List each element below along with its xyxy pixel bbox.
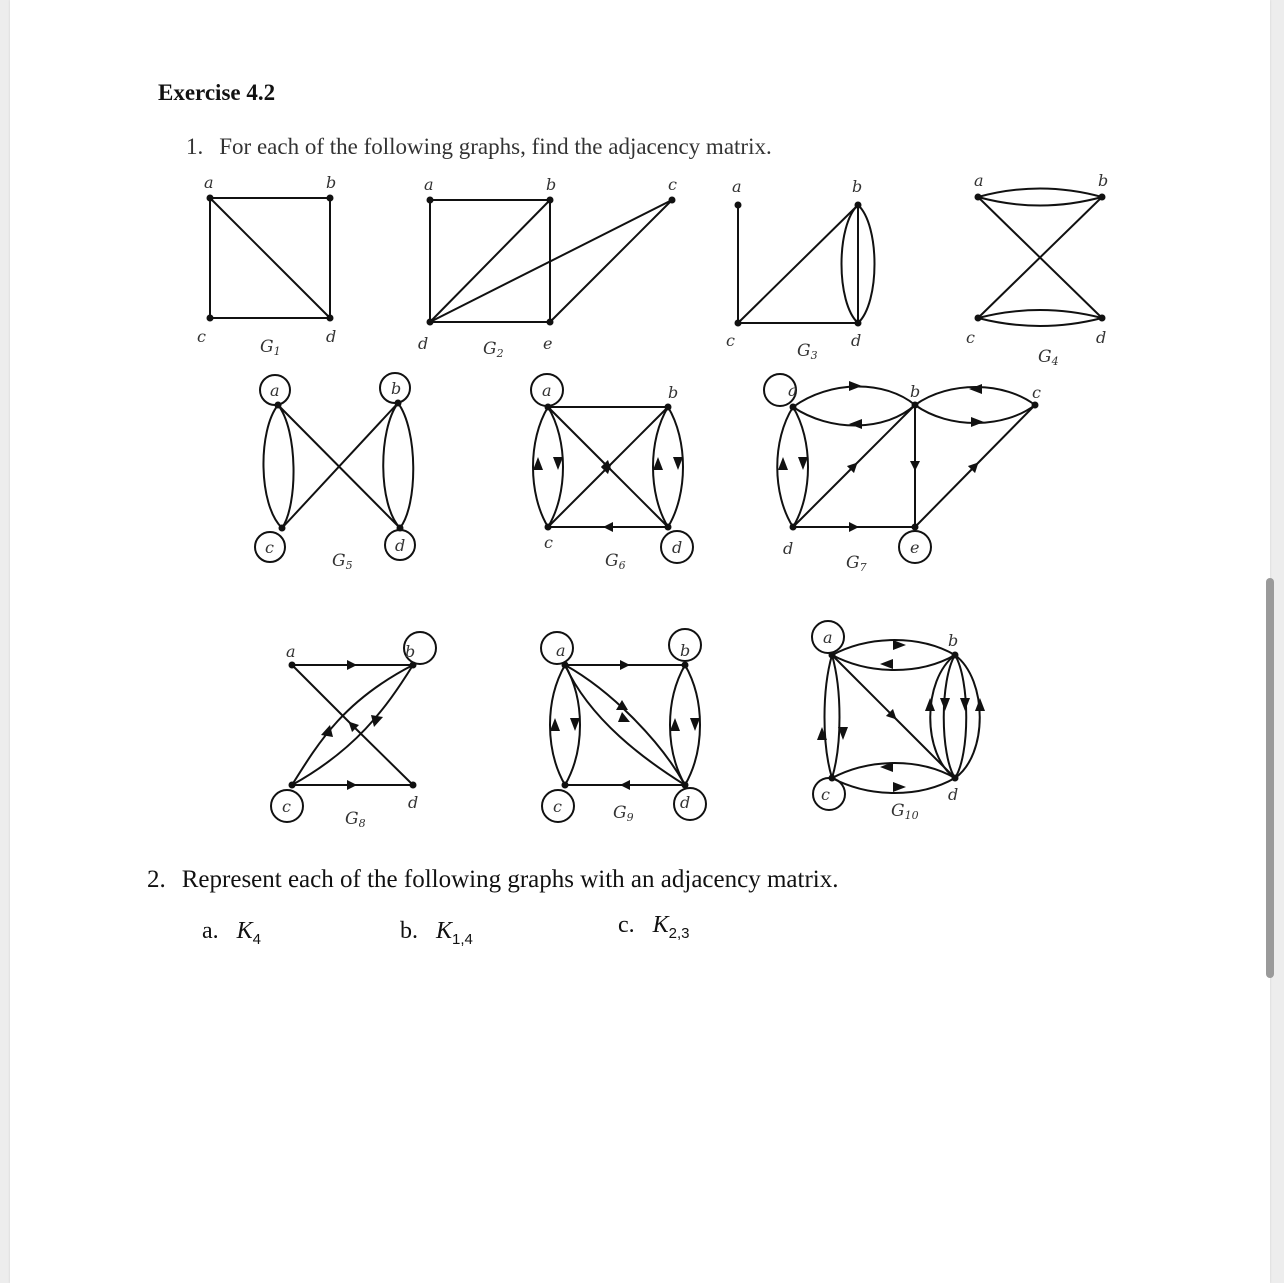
- svg-text:d: d: [680, 793, 691, 812]
- graph-label-g10: G10: [891, 801, 919, 822]
- svg-text:a: a: [204, 173, 214, 192]
- graph-g6: [531, 374, 693, 563]
- svg-text:d: d: [326, 327, 337, 346]
- svg-text:a: a: [556, 641, 566, 660]
- svg-text:d: d: [395, 536, 406, 555]
- graph-g7: [764, 374, 1039, 563]
- graph-label-g5: G5: [332, 551, 353, 572]
- graph-label-g7: G7: [846, 553, 867, 574]
- svg-text:b: b: [948, 631, 959, 650]
- graph-label-g6: G6: [605, 551, 626, 572]
- svg-text:b: b: [391, 379, 402, 398]
- item-c-symbol: K: [652, 912, 669, 938]
- svg-text:a: a: [974, 171, 984, 190]
- graph-label-g4: G4: [1038, 347, 1059, 368]
- graph-label-g8: G8: [345, 809, 366, 830]
- svg-text:d: d: [783, 539, 794, 558]
- vertex-labels: [197, 171, 1108, 816]
- item-b-symbol: K: [436, 918, 453, 944]
- item-b-subscript: 1,4: [452, 930, 473, 948]
- svg-text:c: c: [265, 538, 274, 557]
- svg-text:a: a: [542, 381, 552, 400]
- item-c: [618, 912, 690, 942]
- svg-text:d: d: [408, 793, 419, 812]
- svg-text:c: c: [726, 331, 735, 350]
- svg-text:d: d: [851, 331, 862, 350]
- svg-text:c: c: [282, 797, 291, 816]
- graph-label-g1: G1: [260, 337, 281, 358]
- svg-text:c: c: [966, 328, 975, 347]
- svg-text:e: e: [543, 334, 553, 353]
- graph-label-g2: G2: [483, 339, 504, 360]
- question-1-number: 1.: [186, 134, 204, 159]
- graph-label-g3: G3: [797, 341, 818, 362]
- exercise-title: Exercise 4.2: [158, 80, 276, 105]
- graph-g1: [207, 195, 334, 322]
- graph-g2: [427, 197, 676, 326]
- svg-text:c: c: [544, 533, 553, 552]
- svg-text:b: b: [680, 641, 691, 660]
- svg-text:c: c: [553, 797, 562, 816]
- svg-text:a: a: [270, 381, 280, 400]
- svg-text:b: b: [910, 382, 921, 401]
- svg-text:a: a: [286, 642, 296, 661]
- svg-text:a: a: [823, 628, 833, 647]
- svg-text:a: a: [732, 177, 742, 196]
- svg-text:c: c: [821, 785, 830, 804]
- question-2-number: 2.: [147, 866, 166, 893]
- svg-text:e: e: [910, 538, 920, 557]
- graph-g10: [812, 621, 985, 810]
- svg-text:c: c: [1032, 383, 1041, 402]
- question-1-text: For each of the following graphs, find the adjacency matrix.: [219, 134, 772, 159]
- graph-g3: [735, 202, 875, 327]
- item-c-label: c.: [618, 912, 635, 938]
- graph-g4: [975, 189, 1106, 327]
- item-b-label: b.: [400, 918, 418, 944]
- item-c-subscript: 2,3: [668, 924, 690, 942]
- graph-g5: [255, 373, 415, 562]
- question-2-text: Represent each of the following graphs with an adjacency matrix.: [181, 866, 839, 893]
- question-2: [147, 866, 838, 894]
- svg-text:b: b: [546, 175, 557, 194]
- item-b: [400, 918, 473, 948]
- svg-text:b: b: [405, 642, 416, 661]
- svg-text:b: b: [326, 173, 337, 192]
- svg-text:a: a: [424, 175, 434, 194]
- item-a-subscript: 4: [252, 930, 262, 948]
- graph-label-g9: G9: [613, 803, 634, 824]
- svg-text:d: d: [948, 785, 959, 804]
- svg-text:d: d: [418, 334, 429, 353]
- svg-text:b: b: [1098, 171, 1109, 190]
- svg-text:d: d: [1096, 328, 1107, 347]
- item-a-label: a.: [202, 918, 219, 944]
- svg-text:b: b: [668, 383, 679, 402]
- svg-text:b: b: [852, 177, 863, 196]
- item-a: [202, 918, 261, 948]
- item-a-symbol: K: [236, 918, 253, 944]
- svg-text:d: d: [672, 538, 683, 557]
- svg-text:a: a: [788, 381, 798, 400]
- svg-text:c: c: [668, 175, 677, 194]
- svg-text:c: c: [197, 327, 206, 346]
